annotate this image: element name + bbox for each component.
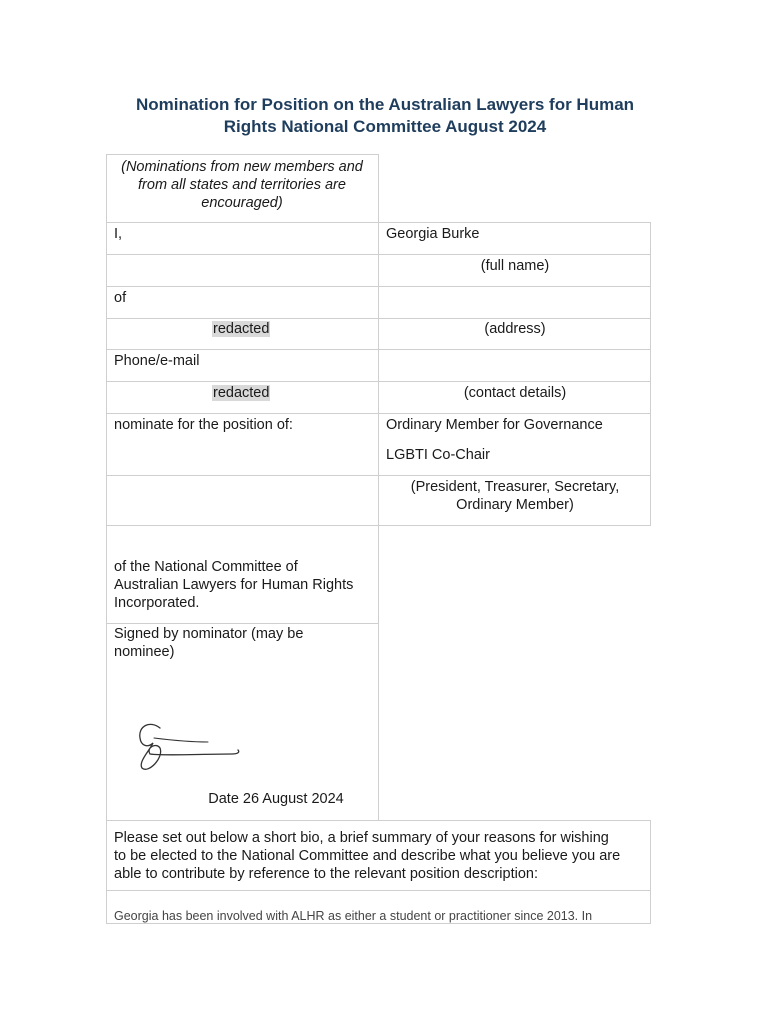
position-caption	[379, 478, 651, 514]
intro-note-line-3: encouraged)	[201, 195, 283, 211]
i-label: I,	[114, 226, 123, 242]
rule-top	[106, 154, 379, 155]
address-redacted: redacted	[213, 321, 270, 337]
intro-note	[106, 158, 378, 212]
intro-note-line-2: from all states and territories are	[138, 177, 346, 193]
rule-left	[106, 154, 107, 924]
bio-prompt-line-3: able to contribute by reference to the relevant position description:	[114, 866, 538, 882]
nomination-form	[106, 154, 651, 924]
contact-redacted: redacted	[213, 385, 270, 401]
position-caption-line-1: (President, Treasurer, Secretary,	[410, 479, 620, 495]
page-title-line-1: Nomination for Position on the Australian Lawyers for Human	[135, 95, 635, 114]
rule-10	[106, 623, 379, 624]
address-caption: (address)	[484, 321, 546, 337]
full-name-caption: (full name)	[480, 258, 550, 274]
bio-prompt	[114, 829, 620, 883]
signed-label-line-1: Signed by nominator (may be	[114, 626, 304, 642]
committee-text-line-2: Australian Lawyers for Human Rights	[114, 577, 354, 593]
contact-value[interactable]	[212, 384, 270, 402]
page-title-line-2: Rights National Committee August 2024	[223, 117, 547, 136]
position-caption-line-2: Ordinary Member)	[456, 497, 574, 513]
bio-text[interactable]: Georgia has been involved with ALHR as either a student or practitioner since 2013. In	[114, 909, 593, 923]
committee-text-line-1: of the National Committee of	[114, 559, 298, 575]
page-title	[0, 94, 770, 138]
rule-right-lower	[650, 820, 651, 924]
handwritten-signature	[120, 718, 250, 774]
address-value[interactable]	[212, 320, 270, 338]
rule-11	[106, 820, 651, 821]
position-value-2[interactable]: LGBTI Co-Chair	[386, 447, 490, 463]
signed-label-line-2: nominee)	[114, 644, 175, 660]
date-text: Date 26 August 2024	[208, 791, 344, 807]
position-value-1[interactable]: Ordinary Member for Governance	[386, 417, 603, 433]
full-name-value[interactable]: Georgia Burke	[386, 226, 480, 242]
of-label: of	[114, 290, 127, 306]
rule-12	[106, 890, 651, 891]
committee-text-line-3: Incorporated.	[114, 595, 200, 611]
bio-prompt-line-1: Please set out below a short bio, a brief summary of your reasons for wishing	[114, 830, 609, 846]
intro-note-line-1: (Nominations from new members and	[121, 159, 363, 175]
bio-prompt-line-2: to be elected to the National Committee and describe what you believe you are	[114, 848, 621, 864]
committee-text	[114, 558, 353, 612]
contact-label: Phone/e-mail	[114, 353, 200, 369]
signed-label	[114, 625, 303, 661]
contact-caption: (contact details)	[463, 385, 567, 401]
nominate-label: nominate for the position of:	[114, 417, 293, 433]
